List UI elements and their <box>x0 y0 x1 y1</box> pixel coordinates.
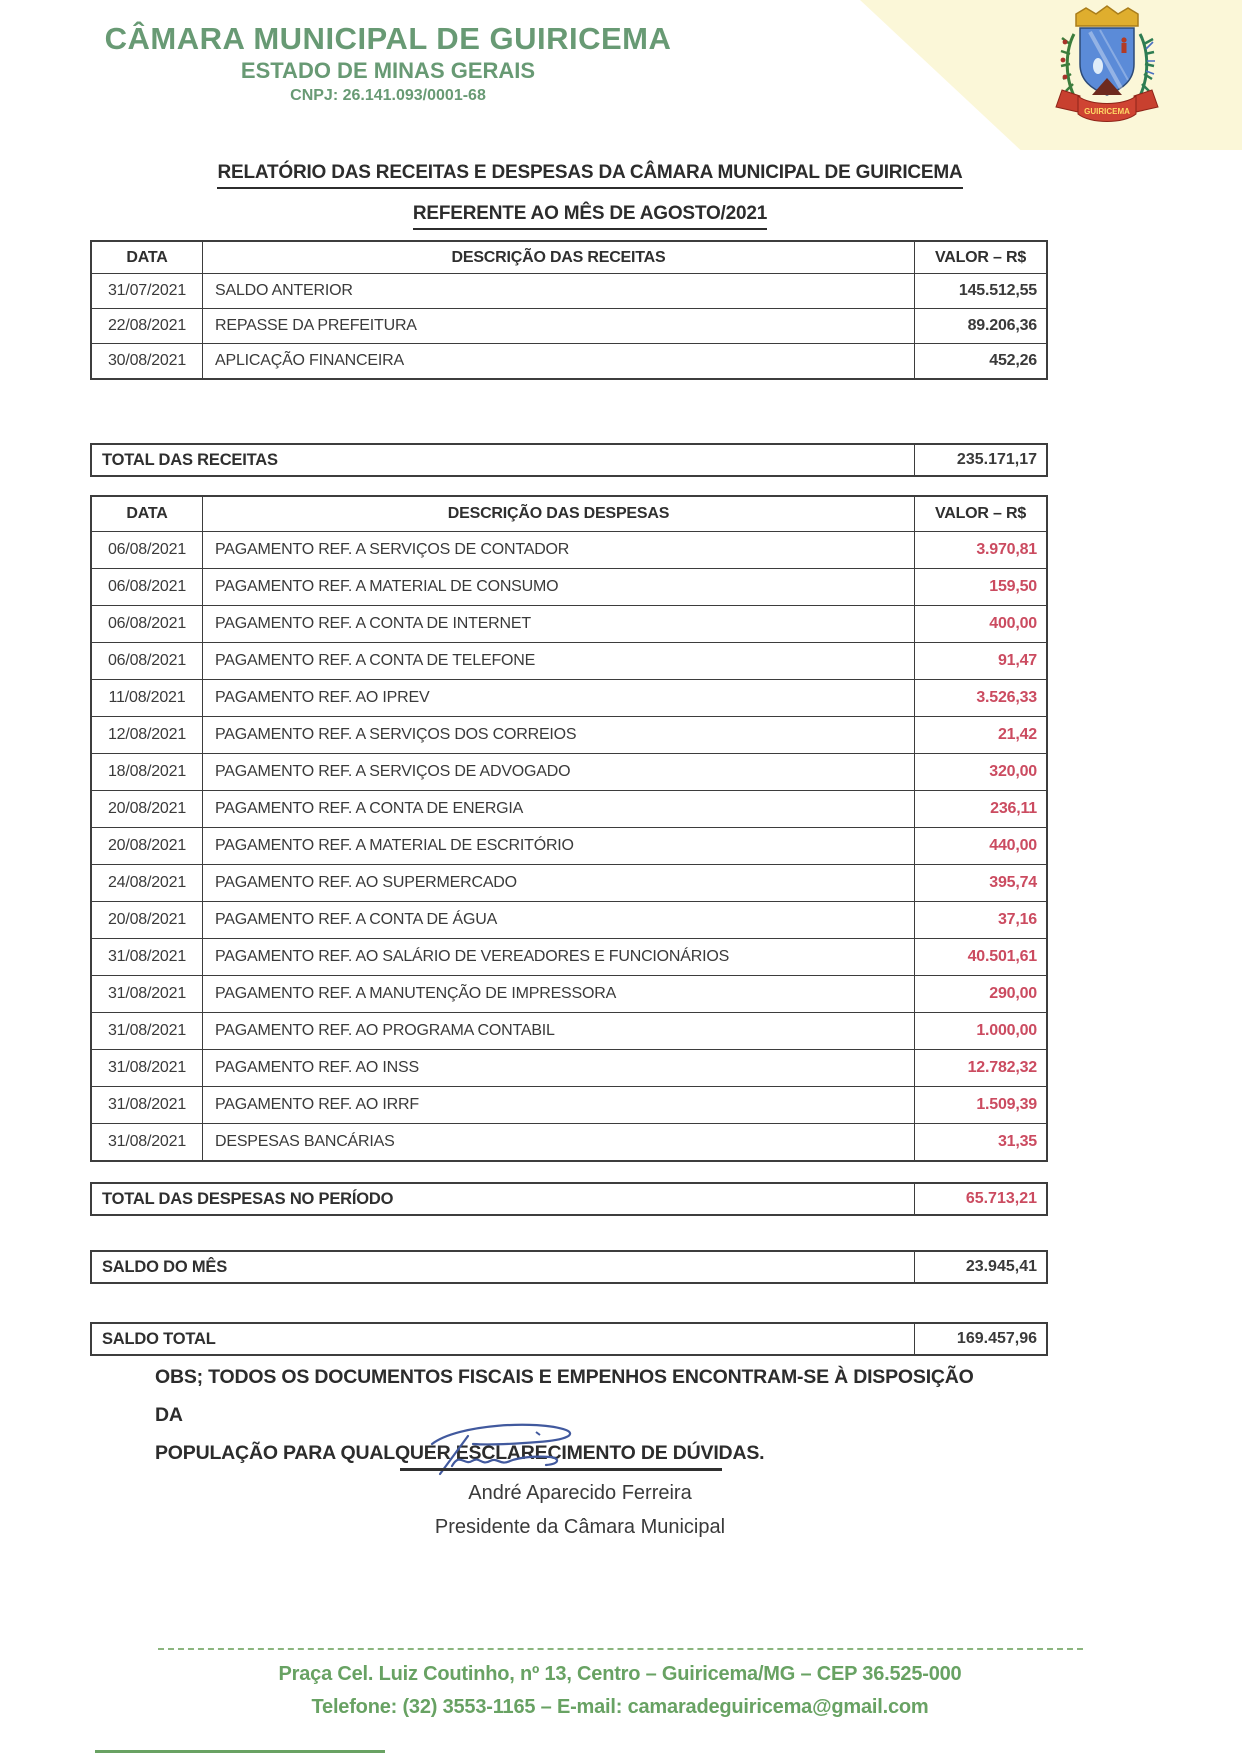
saldo-total-value: 169.457,96 <box>956 1330 1037 1347</box>
report-title: RELATÓRIO DAS RECEITAS E DESPESAS DA CÂMARA MUNICIPAL DE GUIRICEMA <box>217 162 962 189</box>
footer <box>90 1648 1150 1724</box>
despesa-date: 31/08/2021 <box>107 985 187 1002</box>
despesa-desc: PAGAMENTO REF. AO IPREV <box>202 680 915 716</box>
table-row <box>92 827 1046 864</box>
saldo-mes-label: SALDO DO MÊS <box>92 1252 915 1282</box>
table-row <box>92 1086 1046 1123</box>
despesa-value: 3.526,33 <box>976 689 1037 706</box>
despesa-desc: PAGAMENTO REF. A CONTA DE ENERGIA <box>202 791 915 827</box>
col-header-data: DATA <box>126 248 168 266</box>
despesa-value: 31,35 <box>997 1133 1037 1150</box>
receita-desc: REPASSE DA PREFEITURA <box>202 309 915 343</box>
receita-date: 31/07/2021 <box>107 282 187 299</box>
despesa-date: 31/08/2021 <box>107 1022 187 1039</box>
table-row <box>92 716 1046 753</box>
despesa-date: 31/08/2021 <box>107 1059 187 1076</box>
crest-crown <box>1076 6 1138 26</box>
table-row <box>92 308 1046 343</box>
receita-date: 30/08/2021 <box>107 352 187 369</box>
despesa-desc: PAGAMENTO REF. AO SUPERMERCADO <box>202 865 915 901</box>
letterhead <box>78 22 698 105</box>
total-receitas-value: 235.171,17 <box>956 451 1037 468</box>
total-receitas-box <box>90 443 1048 477</box>
despesa-desc: PAGAMENTO REF. A SERVIÇOS DOS CORREIOS <box>202 717 915 753</box>
despesa-date: 20/08/2021 <box>107 911 187 928</box>
despesa-date: 24/08/2021 <box>107 874 187 891</box>
org-name: CÂMARA MUNICIPAL DE GUIRICEMA <box>104 21 672 56</box>
col-header-data: DATA <box>126 505 168 522</box>
table-row <box>92 975 1046 1012</box>
despesa-value: 40.501,61 <box>967 948 1037 965</box>
despesa-desc: PAGAMENTO REF. A CONTA DE TELEFONE <box>202 643 915 679</box>
despesa-desc: PAGAMENTO REF. A MATERIAL DE CONSUMO <box>202 569 915 605</box>
total-despesas-box <box>90 1182 1048 1216</box>
total-despesas-value: 65.713,21 <box>965 1190 1037 1207</box>
table-row <box>92 1012 1046 1049</box>
crest-ribbon-label: GUIRICEMA <box>1084 107 1130 116</box>
saldo-mes-value: 23.945,41 <box>965 1258 1037 1275</box>
table-row <box>92 1123 1046 1160</box>
report-subtitle: REFERENTE AO MÊS DE AGOSTO/2021 <box>413 203 767 230</box>
table-row <box>92 531 1046 568</box>
footer-divider <box>158 1648 1083 1650</box>
receita-desc: SALDO ANTERIOR <box>202 274 915 308</box>
despesa-desc: PAGAMENTO REF. AO SALÁRIO DE VEREADORES E FUNCIONÁRIOS <box>202 939 915 975</box>
despesa-value: 400,00 <box>989 615 1037 632</box>
despesa-date: 20/08/2021 <box>107 800 187 817</box>
despesa-value: 3.970,81 <box>976 541 1037 558</box>
table-row <box>92 679 1046 716</box>
despesa-date: 06/08/2021 <box>107 578 187 595</box>
despesa-date: 31/08/2021 <box>107 948 187 965</box>
despesa-date: 06/08/2021 <box>107 652 187 669</box>
table-row <box>92 901 1046 938</box>
despesa-desc: PAGAMENTO REF. A MATERIAL DE ESCRITÓRIO <box>202 828 915 864</box>
saldo-total-box <box>90 1322 1048 1356</box>
receitas-header-row <box>92 242 1046 273</box>
observation-line-2: POPULAÇÃO PARA QUALQUER ESCLARECIMENTO DE DÚVIDAS. <box>155 1442 765 1464</box>
table-row <box>92 753 1046 790</box>
table-row <box>92 938 1046 975</box>
despesa-value: 159,50 <box>989 578 1037 595</box>
despesa-desc: PAGAMENTO REF. AO INSS <box>202 1050 915 1086</box>
table-row <box>92 864 1046 901</box>
col-header-valor: VALOR – R$ <box>934 505 1027 522</box>
despesa-value: 12.782,32 <box>967 1059 1037 1076</box>
receitas-table <box>90 240 1048 380</box>
despesa-date: 31/08/2021 <box>107 1096 187 1113</box>
table-row <box>92 642 1046 679</box>
col-header-valor: VALOR – R$ <box>934 248 1027 266</box>
table-row <box>92 343 1046 378</box>
despesa-value: 1.000,00 <box>976 1022 1037 1039</box>
observation-line-1: OBS; TODOS OS DOCUMENTOS FISCAIS E EMPENHOS ENCONTRAM-SE À DISPOSIÇÃO DA <box>155 1366 974 1426</box>
despesa-date: 18/08/2021 <box>107 763 187 780</box>
despesa-date: 20/08/2021 <box>107 837 187 854</box>
document-title-block <box>90 162 1090 230</box>
despesa-value: 91,47 <box>997 652 1037 669</box>
despesa-desc: PAGAMENTO REF. AO IRRF <box>202 1087 915 1123</box>
signature-line <box>400 1468 722 1471</box>
scan-edge-green-strip <box>95 1750 385 1753</box>
org-cnpj: CNPJ: 26.141.093/0001-68 <box>290 87 486 104</box>
despesa-value: 395,74 <box>989 874 1037 891</box>
despesa-desc: DESPESAS BANCÁRIAS <box>202 1124 915 1160</box>
table-row <box>92 568 1046 605</box>
org-state: ESTADO DE MINAS GERAIS <box>240 58 536 83</box>
table-row <box>92 273 1046 308</box>
despesa-value: 320,00 <box>989 763 1037 780</box>
despesa-value: 37,16 <box>997 911 1037 928</box>
receita-date: 22/08/2021 <box>107 317 187 334</box>
col-header-descricao-despesas: DESCRIÇÃO DAS DESPESAS <box>202 497 915 531</box>
saldo-total-label: SALDO TOTAL <box>92 1324 915 1354</box>
total-despesas-label: TOTAL DAS DESPESAS NO PERÍODO <box>92 1184 915 1214</box>
despesa-date: 12/08/2021 <box>107 726 187 743</box>
despesa-date: 06/08/2021 <box>107 615 187 632</box>
despesa-desc: PAGAMENTO REF. A MANUTENÇÃO DE IMPRESSORA <box>202 976 915 1012</box>
despesa-date: 11/08/2021 <box>108 689 186 706</box>
saldo-mes-box <box>90 1250 1048 1284</box>
receita-desc: APLICAÇÃO FINANCEIRA <box>202 344 915 378</box>
despesa-value: 236,11 <box>990 800 1037 817</box>
despesa-date: 31/08/2021 <box>107 1133 187 1150</box>
table-row <box>92 790 1046 827</box>
despesa-value: 440,00 <box>989 837 1037 854</box>
footer-address: Praça Cel. Luiz Coutinho, nº 13, Centro – Guiricema/MG – CEP 36.525-000 <box>278 1663 962 1685</box>
total-receitas-label: TOTAL DAS RECEITAS <box>92 445 915 475</box>
despesa-date: 06/08/2021 <box>107 541 187 558</box>
receita-value: 145.512,55 <box>958 282 1037 299</box>
despesa-value: 1.509,39 <box>976 1096 1037 1113</box>
despesa-value: 290,00 <box>989 985 1037 1002</box>
col-header-descricao-receitas: DESCRIÇÃO DAS RECEITAS <box>202 242 915 273</box>
despesa-desc: PAGAMENTO REF. A SERVIÇOS DE ADVOGADO <box>202 754 915 790</box>
footer-contact: Telefone: (32) 3553-1165 – E-mail: camaradeguiricema@gmail.com <box>311 1696 929 1718</box>
signer-name: André Aparecido Ferreira <box>468 1482 692 1504</box>
despesa-value: 21,42 <box>997 726 1037 743</box>
table-row <box>92 1049 1046 1086</box>
despesa-desc: PAGAMENTO REF. A CONTA DE ÁGUA <box>202 902 915 938</box>
signature-block <box>330 1480 830 1540</box>
signer-role: Presidente da Câmara Municipal <box>434 1516 726 1538</box>
guiricema-coat-of-arms-icon <box>1040 4 1174 128</box>
despesas-table <box>90 495 1048 1162</box>
despesa-desc: PAGAMENTO REF. A CONTA DE INTERNET <box>202 606 915 642</box>
receita-value: 452,26 <box>989 352 1037 369</box>
receita-value: 89.206,36 <box>967 317 1037 334</box>
despesas-header-row <box>92 497 1046 531</box>
despesa-desc: PAGAMENTO REF. AO PROGRAMA CONTABIL <box>202 1013 915 1049</box>
despesa-desc: PAGAMENTO REF. A SERVIÇOS DE CONTADOR <box>202 532 915 568</box>
table-row <box>92 605 1046 642</box>
